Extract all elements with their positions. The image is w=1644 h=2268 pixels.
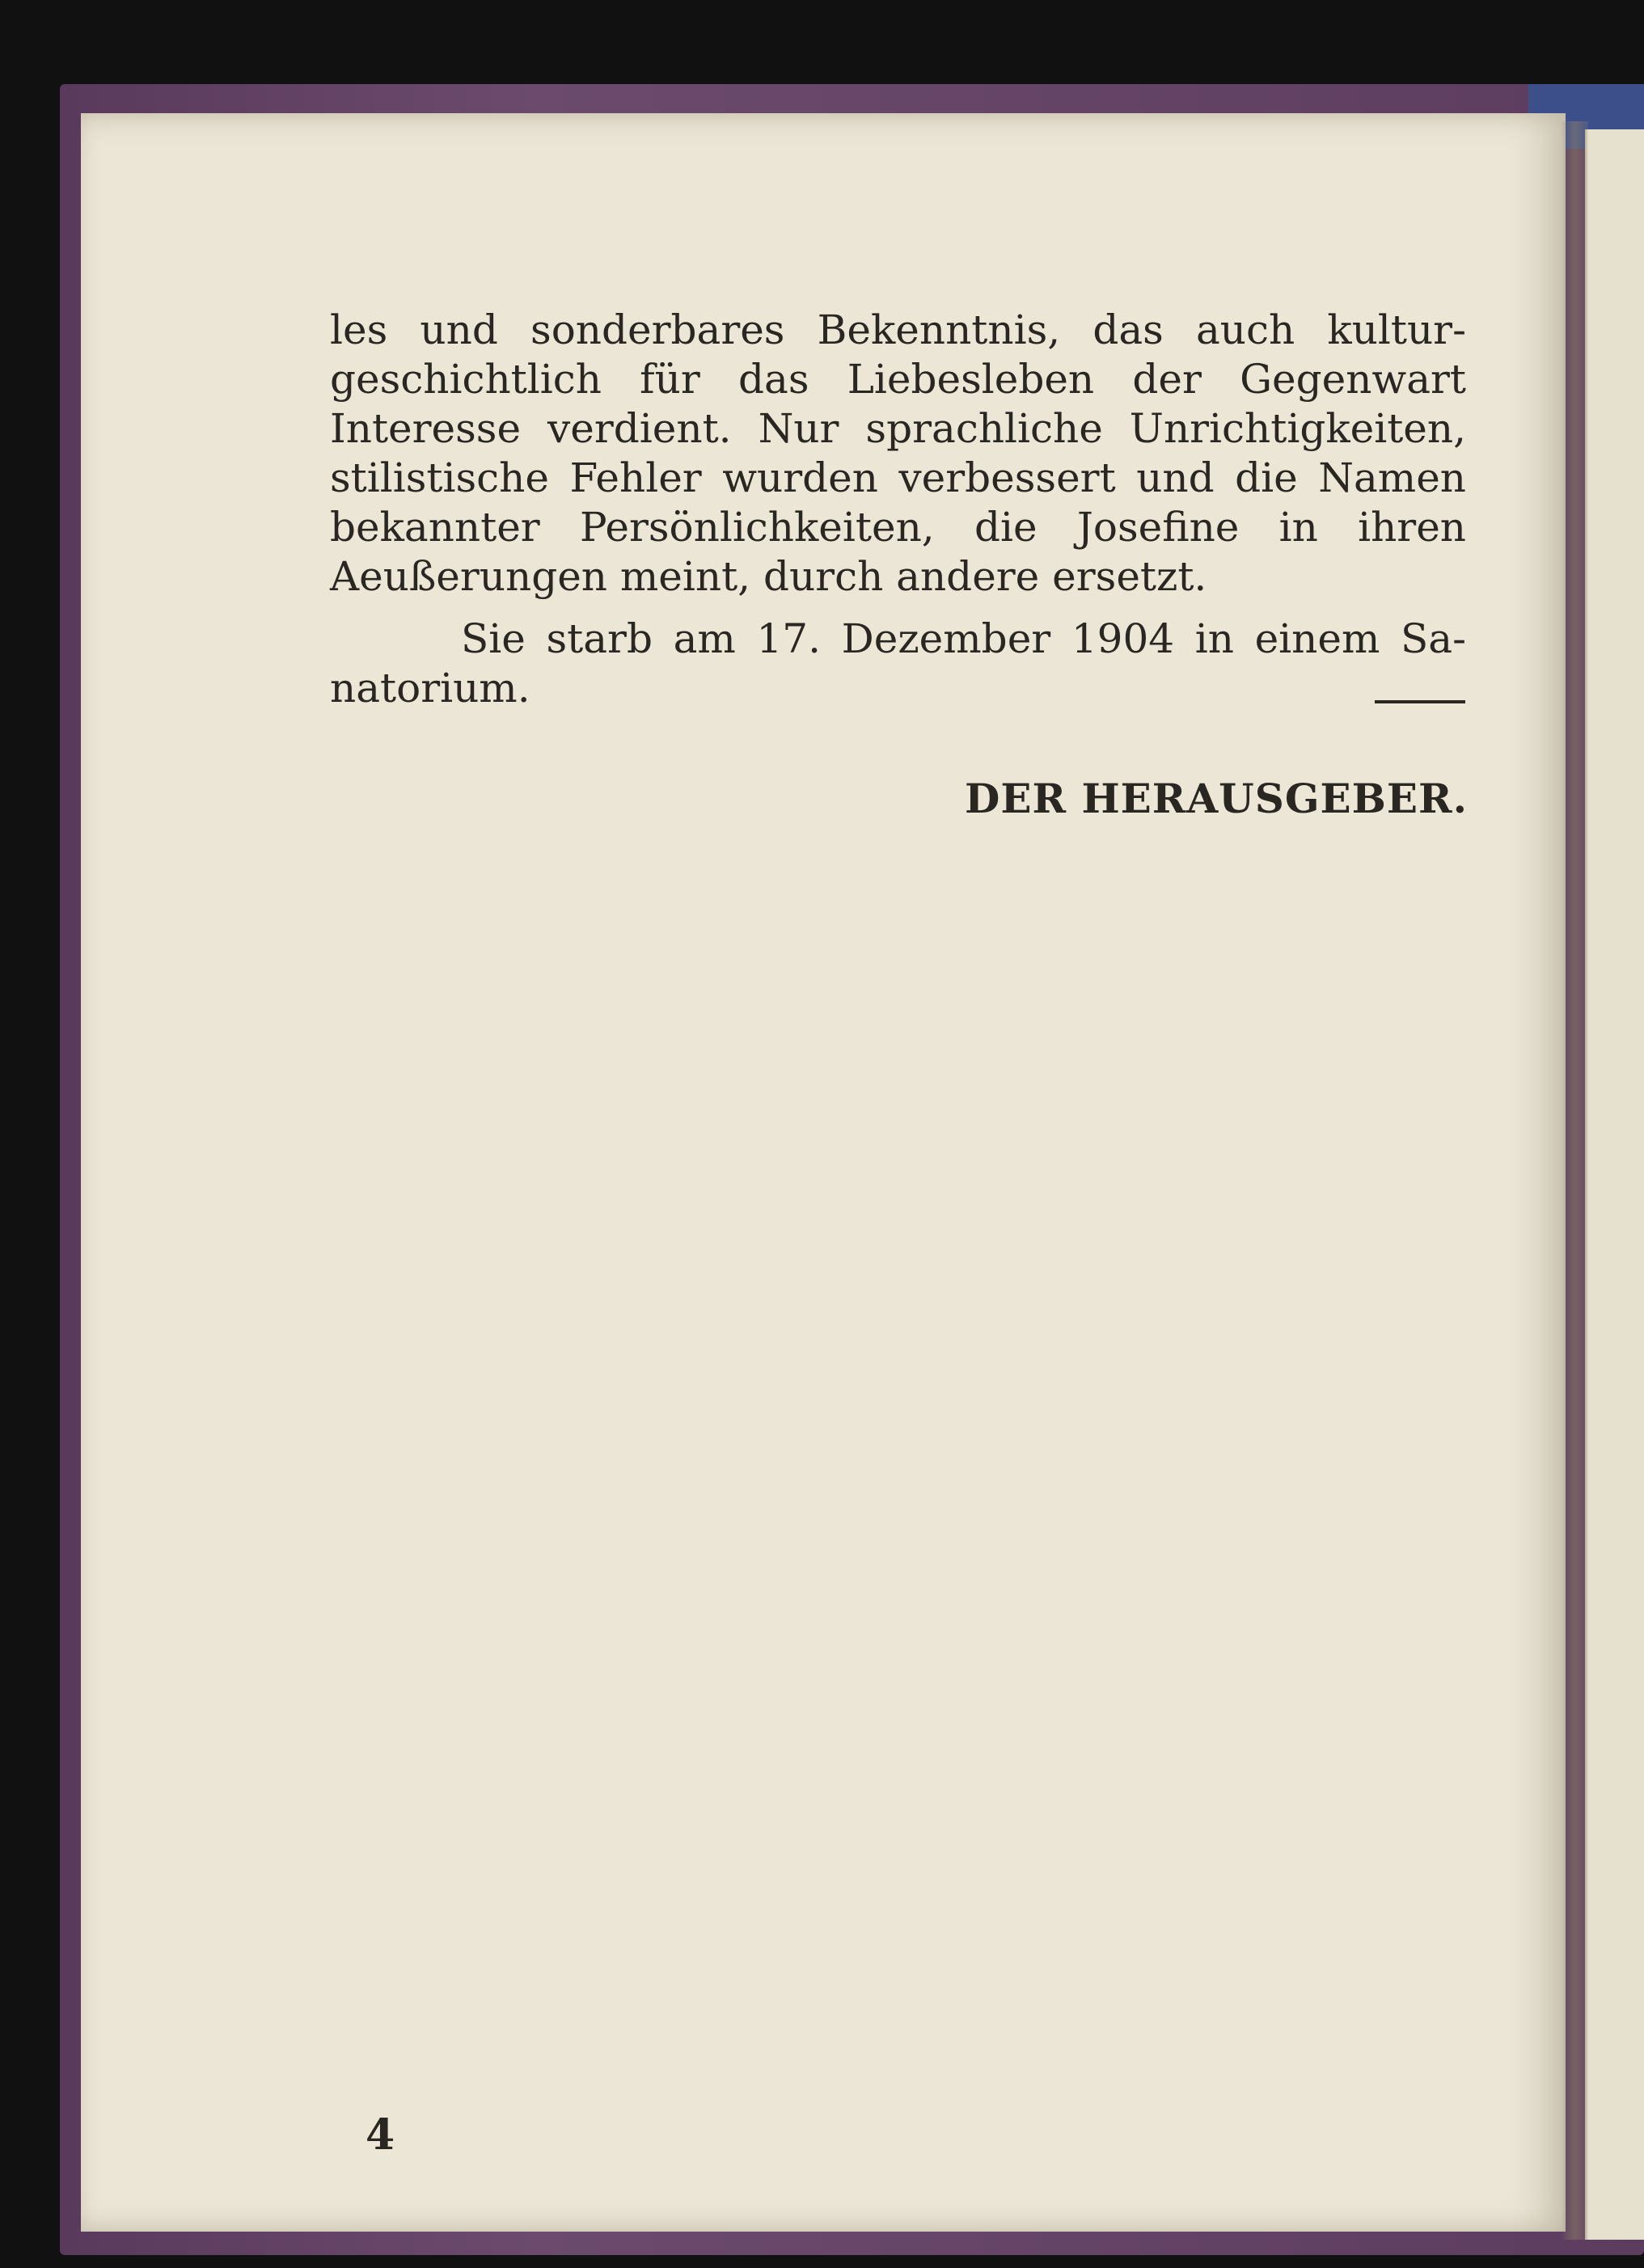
paragraph: les und sonderbares Bekenntnis, das auch kulturgeschichtlich für das Liebesleben der Gegenwart Interesse verdient. Nur sprachliche Unrichtigkeiten, stilistische Fehler wurden verbessert und die Namen bekannter Persönlichkeiten, die Josefine in ihren Aeußerungen meint, durch andere ersetzt.	[330, 306, 1466, 600]
body-text	[330, 306, 1466, 713]
paragraph: Sie starb am 17. Dezember 1904 in einem Sanatorium.	[330, 615, 1466, 712]
closing-rule	[1375, 700, 1465, 703]
signature: DER HERAUSGEBER.	[965, 775, 1468, 822]
page-number: 4	[366, 2110, 395, 2160]
page-gutter	[1561, 121, 1588, 2240]
right-page-edge	[1585, 129, 1644, 2240]
